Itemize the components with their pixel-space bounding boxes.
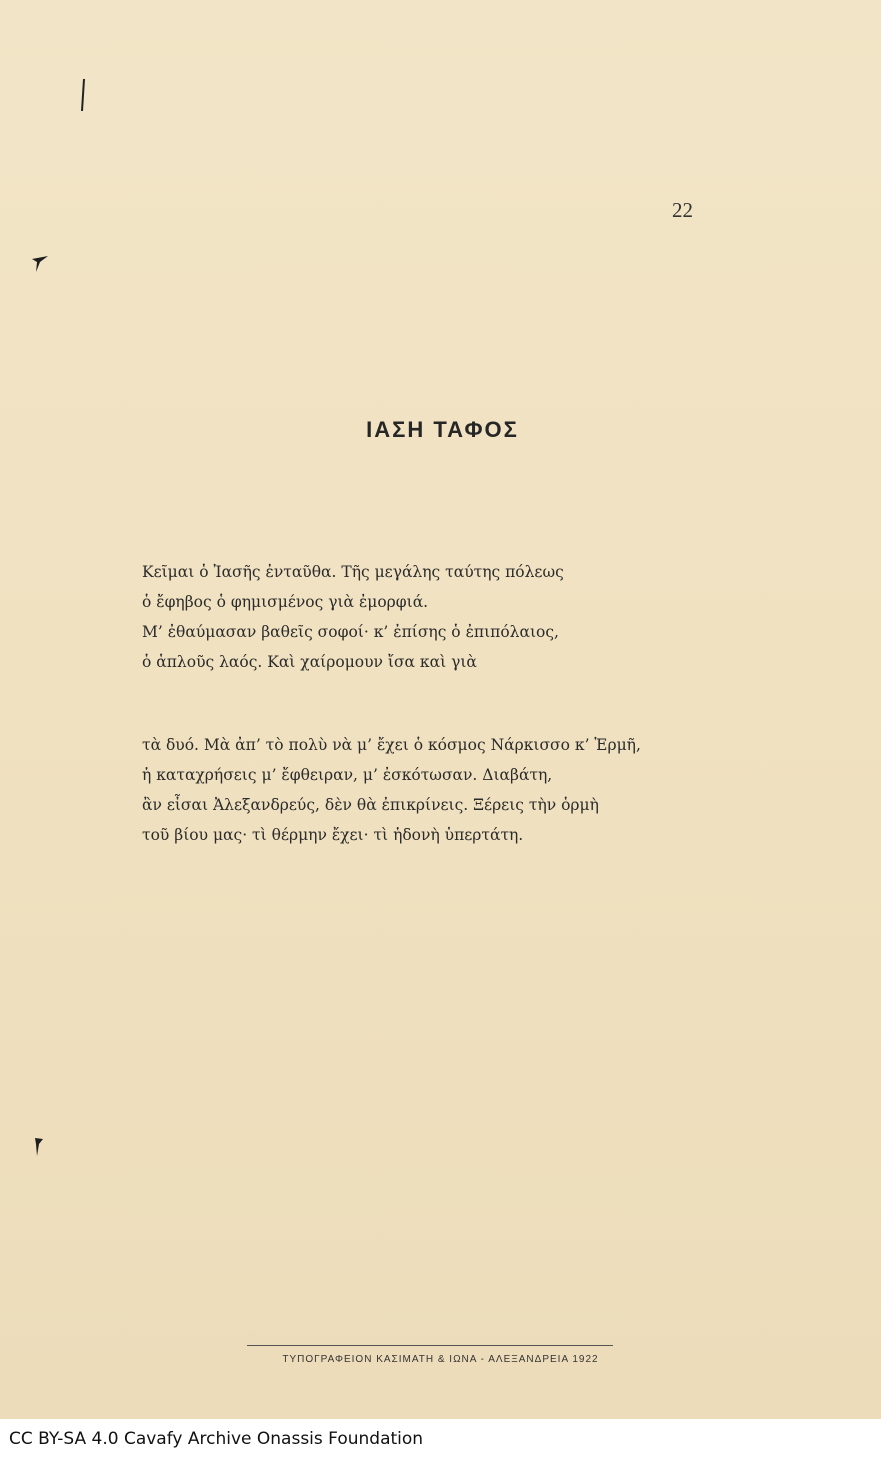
- poem-line: Κεῖμαι ὁ Ἰασῆς ἐνταῦθα. Τῆς μεγάλης ταύτης πόλεως: [142, 563, 564, 581]
- poem-line: ἂν εἶσαι Ἀλεξανδρεύς, δὲν θὰ ἐπικρίνεις. Ξέρεις τὴν ὁρμὴ: [142, 796, 599, 814]
- poem-line: Μ’ ἐθαύμασαν βαθεῖς σοφοί· κ’ ἐπίσης ὁ ἐπιπόλαιος,: [142, 623, 559, 641]
- poem-stanza: [142, 730, 762, 850]
- poem-line: τὰ δυό. Μὰ ἀπ’ τὸ πολὺ νὰ μ’ ἔχει ὁ κόσμος Νάρκισσο κ’ Ἑρμῆ,: [142, 736, 641, 754]
- pencil-mark: [80, 78, 83, 112]
- printer-imprint: ΤΥΠΟΓΡΑΦΕΙΟΝ ΚΑΣΙΜΑΤΗ & ΙΩΝΑ - ΑΛΕΞΑΝΔΡΕΙΑ 1922: [282, 1354, 599, 1365]
- poem-stanza: [142, 557, 762, 677]
- poem-line: τοῦ βίου μας· τὶ θέρμην ἔχει· τὶ ἡδονὴ ὑπερτάτη.: [142, 826, 524, 844]
- poem-line: ὁ ἔφηβος ὁ φημισμένος γιὰ ἐμορφιά.: [142, 593, 429, 611]
- divider-rule: [247, 1345, 613, 1346]
- ink-mark: [34, 1136, 44, 1162]
- ink-mark: [31, 253, 49, 277]
- poem-line: ἡ καταχρήσεις μ’ ἔφθειραν, μ’ ἐσκότωσαν. Διαβάτη,: [142, 766, 553, 784]
- page-number: 22: [672, 198, 693, 222]
- poem-line: ὁ ἁπλοῦς λαός. Καὶ χαίρομουν ἴσα καὶ γιὰ: [142, 653, 477, 671]
- footer-bar: [0, 1419, 881, 1461]
- license-credit: CC BY-SA 4.0 Cavafy Archive Onassis Foundation: [9, 1429, 424, 1449]
- poem-title: ΙΑΣΗ ΤΑΦΟΣ: [366, 417, 519, 442]
